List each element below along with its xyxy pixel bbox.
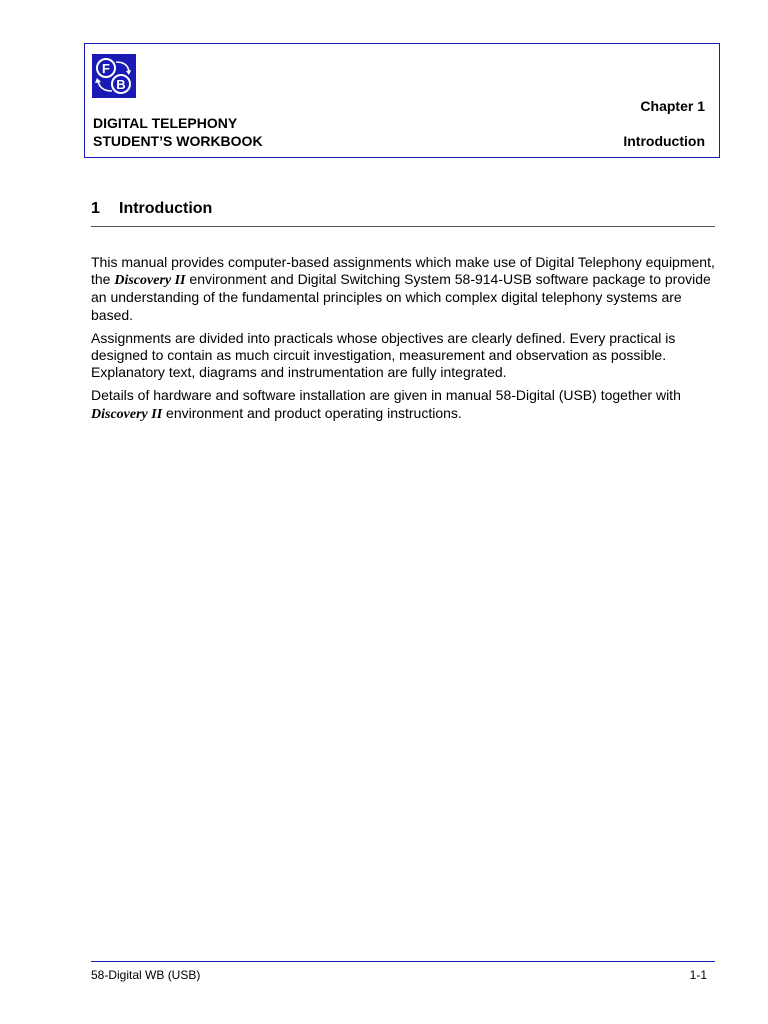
chapter-label: Chapter 1	[640, 98, 705, 114]
workbook-title	[93, 114, 263, 150]
paragraph-3-text-a: Details of hardware and software installation are given in manual 58-Digital (USB) together with	[91, 387, 681, 404]
paragraph-2: Assignments are divided into practicals whose objectives are clearly defined. Every practical is designed to contain as much circuit investigation, measurement and observation as possible. Explanatory text, diagrams and instrumentation are fully integrated.	[91, 329, 676, 381]
discovery-emphasis: Discovery II	[114, 273, 186, 289]
page-footer	[91, 961, 715, 984]
svg-text:F: F	[102, 61, 110, 76]
discovery-emphasis: Discovery II	[91, 406, 163, 422]
svg-text:B: B	[116, 77, 126, 92]
footer-document-id: 58-Digital WB (USB)	[91, 968, 201, 982]
page-header	[84, 43, 720, 158]
chapter-name: Introduction	[623, 133, 705, 149]
chapter-info	[623, 97, 705, 150]
section-title-text: Introduction	[119, 200, 213, 217]
section-number: 1	[91, 200, 100, 217]
section-heading	[91, 200, 715, 227]
feedback-logo-icon	[92, 54, 136, 98]
paragraph-1-text-a: This manual provides computer-based assignments which make use of Digital Telephony equipment, the	[91, 254, 715, 288]
paragraph-3	[91, 387, 721, 422]
paragraph-3-text-b: environment and product operating instructions.	[162, 404, 462, 421]
paragraph-1-text-b: environment and Digital Switching System 58-914-USB software package to provide an understanding of the fundamental principles on which complex digital telephony systems are based.	[91, 271, 711, 323]
title-line-1: DIGITAL TELEPHONY	[93, 115, 238, 131]
paragraph-1	[91, 254, 721, 324]
title-line-2: STUDENT’S WORKBOOK	[93, 133, 263, 149]
body-text	[91, 254, 721, 429]
page-number: 1-1	[689, 968, 707, 982]
